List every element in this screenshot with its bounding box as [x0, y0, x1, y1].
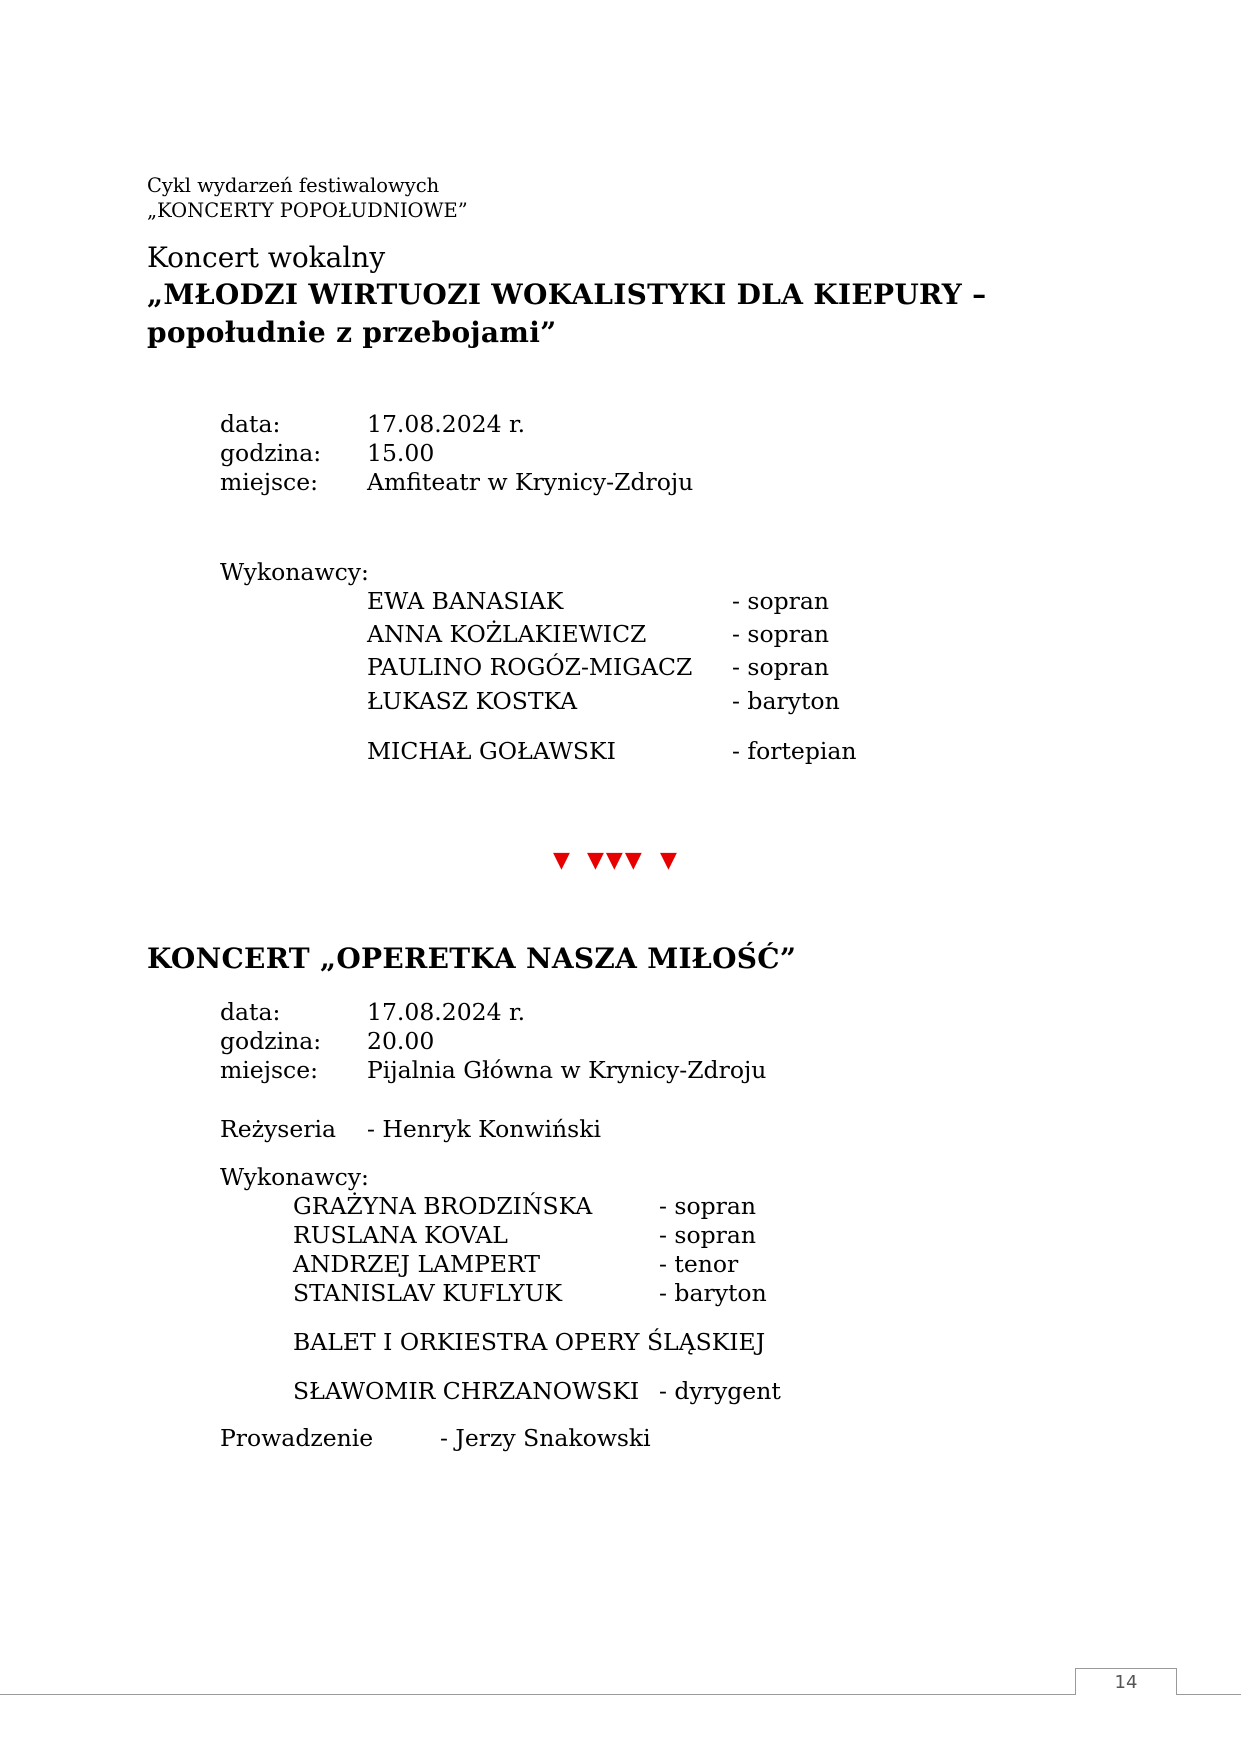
event1-performer-name: MICHAŁ GOŁAWSKI: [367, 737, 616, 765]
event2-conductor-role: - dyrygent: [659, 1377, 781, 1405]
event2-time-value: 20.00: [367, 1027, 435, 1055]
event2-ensemble: BALET I ORKIESTRA OPERY ŚLĄSKIEJ: [293, 1328, 766, 1356]
event2-host-value: - Jerzy Snakowski: [440, 1424, 651, 1452]
series-label: Cykl wydarzeń festiwalowych: [147, 174, 440, 197]
event1-time-value: 15.00: [367, 439, 435, 467]
event2-host-label: Prowadzenie: [220, 1424, 374, 1452]
event1-date-value: 17.08.2024 r.: [367, 410, 526, 438]
event2-performers-label: Wykonawcy:: [220, 1163, 369, 1191]
event1-performer-name: ANNA KOŻLAKIEWICZ: [367, 620, 647, 648]
event1-performer-role: - sopran: [732, 653, 830, 681]
event1-performer-role: - baryton: [732, 687, 840, 715]
event1-title-line2: popołudnie z przebojami”: [147, 316, 557, 349]
divider-triangle-icon: ▼: [660, 848, 677, 873]
event1-performer-name: PAULINO ROGÓZ-MIGACZ: [367, 653, 693, 681]
page-number: 14: [1075, 1668, 1177, 1695]
event2-direction-value: - Henryk Konwiński: [367, 1115, 601, 1143]
divider-triangles-icon: ▼▼▼: [587, 848, 644, 873]
event2-time-label: godzina:: [220, 1027, 322, 1055]
event1-date-label: data:: [220, 410, 281, 438]
event1-performer-name: ŁUKASZ KOSTKA: [367, 687, 578, 715]
event2-performer-name: GRAŻYNA BRODZIŃSKA: [293, 1192, 593, 1220]
event2-performer-role: - baryton: [659, 1279, 767, 1307]
divider-triangle-icon: ▼: [553, 848, 570, 873]
event2-performer-name: RUSLANA KOVAL: [293, 1221, 508, 1249]
event2-place-label: miejsce:: [220, 1056, 319, 1084]
event1-performers-label: Wykonawcy:: [220, 558, 369, 586]
event1-performer-role: - sopran: [732, 620, 830, 648]
event1-performer-role: - sopran: [732, 587, 830, 615]
series-name: „KONCERTY POPOŁUDNIOWE”: [147, 199, 468, 222]
event1-place-label: miejsce:: [220, 468, 319, 496]
event1-time-label: godzina:: [220, 439, 322, 467]
footer-rule-right: [1176, 1694, 1241, 1695]
event2-date-label: data:: [220, 998, 281, 1026]
event2-conductor-name: SŁAWOMIR CHRZANOWSKI: [293, 1377, 640, 1405]
event1-performer-role: - fortepian: [732, 737, 857, 765]
event1-subtitle: Koncert wokalny: [147, 241, 386, 274]
event1-place-value: Amfiteatr w Krynicy-Zdroju: [367, 468, 694, 496]
event2-date-value: 17.08.2024 r.: [367, 998, 526, 1026]
event2-place-value: Pijalnia Główna w Krynicy-Zdroju: [367, 1056, 767, 1084]
event2-performer-role: - sopran: [659, 1221, 757, 1249]
event1-title-line1: „MŁODZI WIRTUOZI WOKALISTYKI DLA KIEPURY –: [147, 278, 987, 311]
event1-performer-name: EWA BANASIAK: [367, 587, 564, 615]
footer-rule-left: [0, 1694, 1075, 1695]
event2-direction-label: Reżyseria: [220, 1115, 336, 1143]
event2-title: KONCERT „OPERETKA NASZA MIŁOŚĆ”: [147, 942, 797, 975]
event2-performer-name: STANISLAV KUFLYUK: [293, 1279, 563, 1307]
event2-performer-role: - tenor: [659, 1250, 739, 1278]
event2-performer-role: - sopran: [659, 1192, 757, 1220]
event2-performer-name: ANDRZEJ LAMPERT: [293, 1250, 541, 1278]
